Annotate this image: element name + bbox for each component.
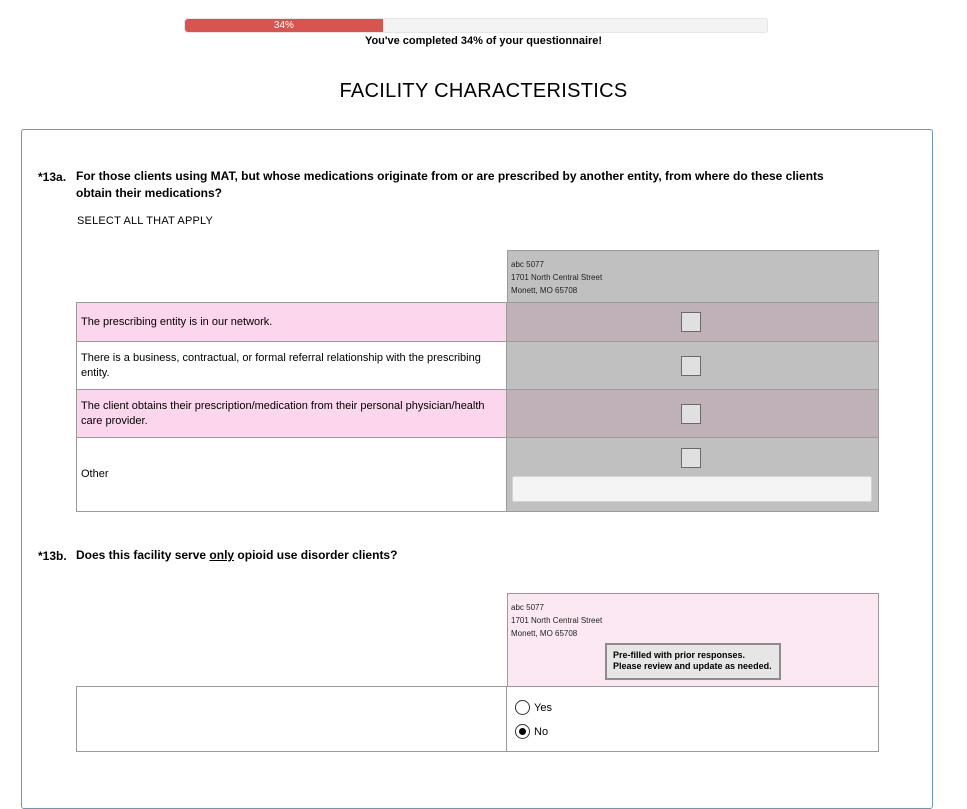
option-answer-cell [507,302,879,342]
facility-name: abc 5077 [511,603,544,612]
radio-button-yes[interactable] [515,700,530,715]
radio-label-yes: Yes [534,701,552,714]
option-row [76,389,879,438]
question-13a-text-line1: For those clients using MAT, but whose medications originate from or are prescribed by another entity, from where do these clients [76,169,824,183]
question-13b-text: Does this facility serve only opioid use disorder clients? [76,548,398,562]
question-13b-emphasis: only [209,548,235,562]
progress-fill [185,19,383,32]
option-row [76,437,879,512]
option-label: The prescribing entity is in our network. [76,302,507,342]
progress-percent-label: 34% [273,20,294,31]
facility-street: 1701 North Central Street [511,616,603,625]
option-label: Other [76,437,507,512]
option-label: The client obtains their prescription/medication from their personal physician/health care provider. [76,389,507,438]
facility-city: Monett, MO 65708 [511,629,578,638]
option-answer-cell [507,389,879,438]
option-label: There is a business, contractual, or formal referral relationship with the prescribing entity. [76,341,507,390]
option-checkbox-in-network[interactable] [681,312,701,332]
question-13a-number: *13a. [38,170,67,184]
question-13b-number: *13b. [38,549,67,563]
option-answer-cell [507,437,879,512]
facility-header-13a [507,250,879,303]
option-row [76,341,879,390]
facility-street: 1701 North Central Street [511,273,603,282]
radio-button-no[interactable] [515,724,530,739]
answer-row [76,686,879,752]
question-13a-text [76,168,824,202]
progress-text: You've completed 34% of your questionnaire! [364,35,603,47]
other-text-input[interactable] [512,476,872,502]
option-checkbox-personal-physician[interactable] [681,404,701,424]
option-answer-cell [507,341,879,390]
radio-option-no[interactable] [515,724,548,739]
facility-city: Monett, MO 65708 [511,286,578,295]
facility-name: abc 5077 [511,260,544,269]
section-title: FACILITY CHARACTERISTICS [339,80,628,102]
select-all-instruction: SELECT ALL THAT APPLY [77,215,214,227]
option-row [76,302,879,342]
question-13a-text-line2: obtain their medications? [76,186,223,200]
radio-label-no: No [534,725,549,738]
answer-cell [507,686,879,752]
radio-option-yes[interactable] [515,700,552,715]
option-checkbox-business-relationship[interactable] [681,356,701,376]
prefill-notice: Pre-filled with prior responses. Please review and update as needed. [605,643,781,680]
progress-bar [184,18,768,33]
answer-label-cell [76,686,507,752]
option-checkbox-other[interactable] [681,448,701,468]
